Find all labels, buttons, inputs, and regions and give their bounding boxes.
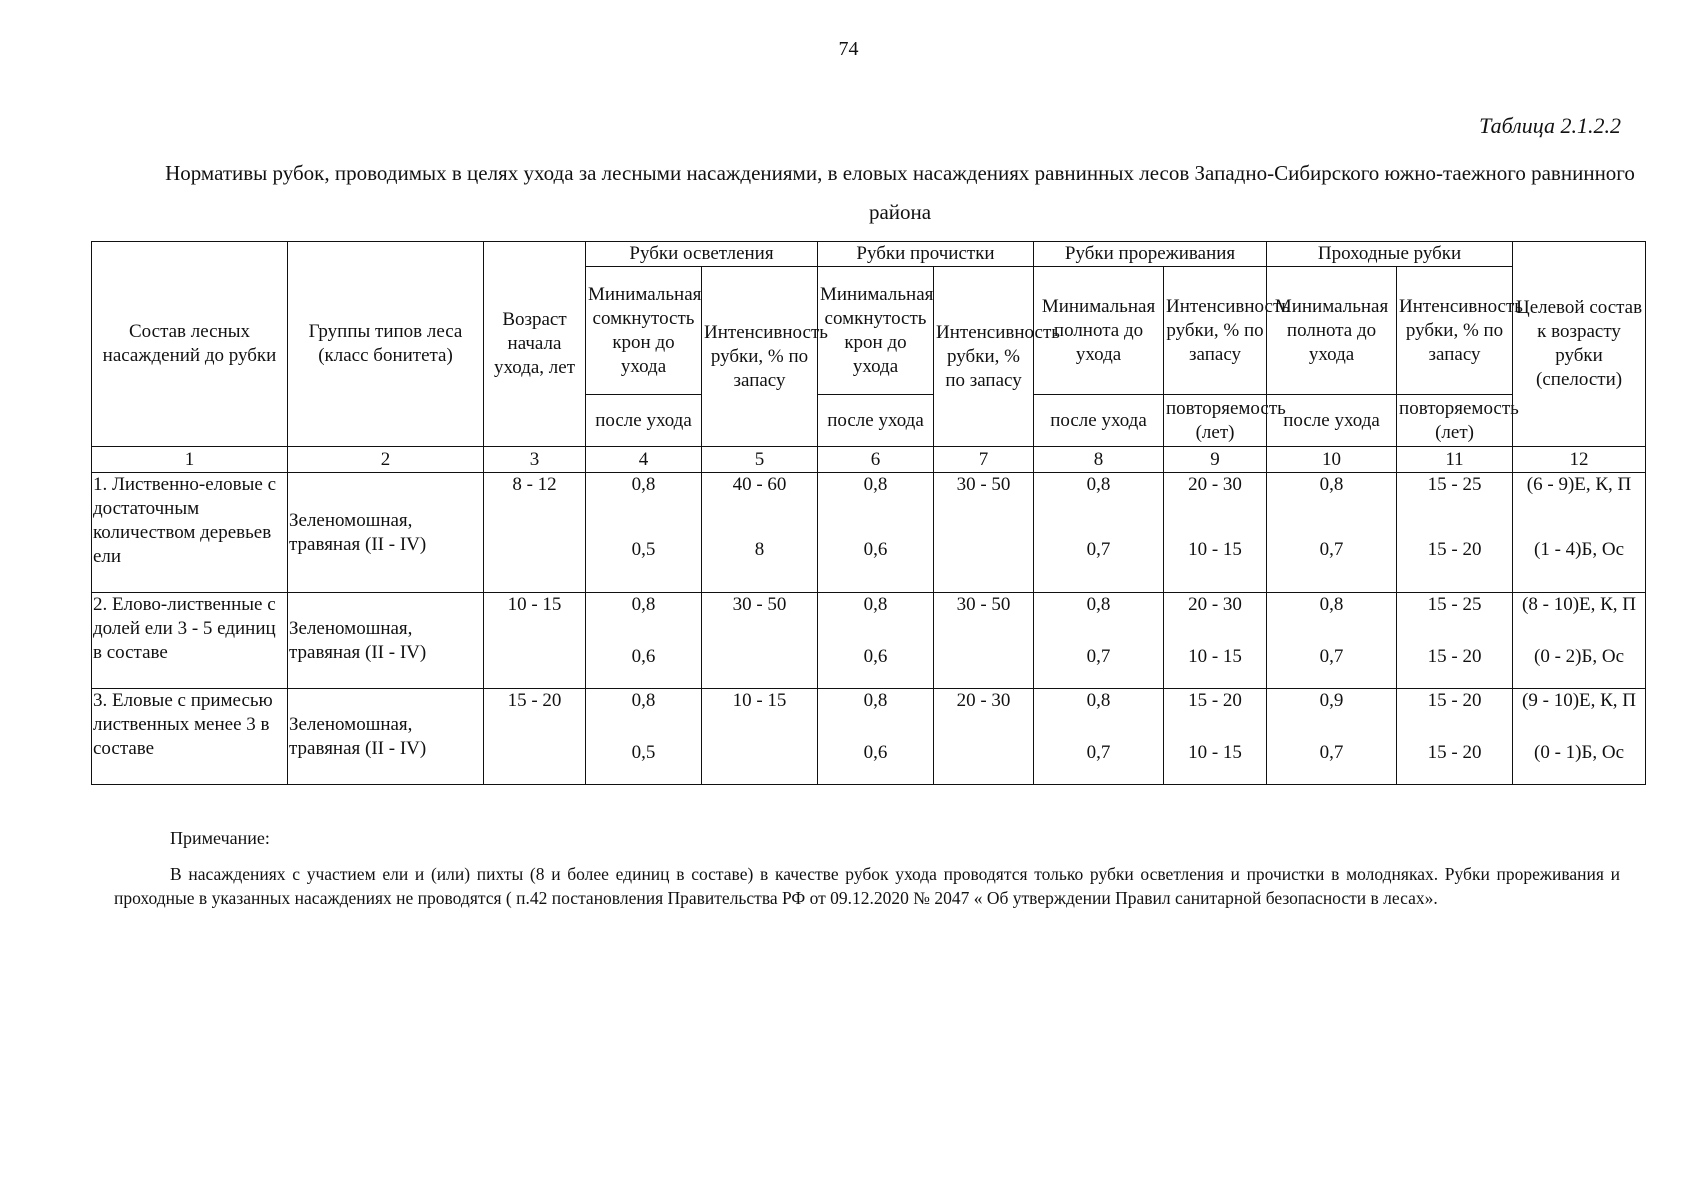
composition-cell: 3. Еловые с примесью лиственных менее 3 в составе [92, 689, 288, 785]
header-group-osvetlenie: Рубки осветления [586, 242, 818, 267]
value-top: 0,8 [863, 474, 888, 495]
value-cell [818, 689, 934, 785]
value-bottom: 15 - 20 [1427, 742, 1482, 763]
value-cell [1267, 689, 1397, 785]
value-bottom: 0,7 [1319, 539, 1344, 560]
note-text: В насаждениях с участием ели и (или) пихты (8 и более единиц в составе) в качестве рубок ухода проводятся только рубки осветления и прочистки в молодняках. Рубки прореживания и проходные в указанных насаждениях не проводятся ( п.42 постановления Правительства РФ от 09.12.2020 № 2047 « Об утверждении Правил санитарной безопасности в лесах». [114, 864, 1620, 908]
table-row [92, 593, 1646, 689]
value-top: 40 - 60 [732, 474, 787, 495]
header-intensity-osv: Интенсивность рубки, % по запасу [702, 267, 818, 447]
value-bottom: 15 - 20 [1427, 646, 1482, 667]
value-top: 0,9 [1319, 690, 1344, 711]
header-after-care-6: после ухода [818, 395, 934, 447]
value-top: 0,8 [631, 690, 656, 711]
header-group-prohodnye: Проходные рубки [1267, 242, 1513, 267]
start-age-cell: 15 - 20 [484, 689, 586, 785]
forest-type-cell: Зеленомошная, травяная (II - IV) [288, 689, 484, 785]
header-target-composition: Целевой состав к возрасту рубки (спелости) [1513, 242, 1646, 447]
col-number: 2 [288, 447, 484, 473]
header-repeat-11: повторяемость (лет) [1397, 395, 1513, 447]
value-top: 20 - 30 [1188, 474, 1242, 495]
value-cell [1397, 689, 1513, 785]
value-bottom: 0,7 [1086, 646, 1111, 667]
value-cell [934, 473, 1034, 593]
value-cell [586, 593, 702, 689]
table-row [92, 473, 1646, 593]
value-cell [934, 689, 1034, 785]
value-top: 30 - 50 [956, 474, 1011, 495]
value-bottom: (0 - 1)Б, Ос [1534, 742, 1625, 763]
value-cell [1397, 593, 1513, 689]
value-cell [934, 593, 1034, 689]
header-min-closure-osv: Минимальная сомкнутость крон до ухода [586, 267, 702, 395]
header-repeat-9: повторяемость (лет) [1164, 395, 1267, 447]
col-number: 7 [934, 447, 1034, 473]
value-cell [1267, 473, 1397, 593]
value-top: 30 - 50 [732, 594, 787, 615]
value-top: 20 - 30 [956, 690, 1011, 711]
header-min-density-prohod: Минимальная полнота до ухода [1267, 267, 1397, 395]
column-number-row [92, 447, 1646, 473]
header-after-care-8: после ухода [1034, 395, 1164, 447]
value-cell [1034, 593, 1164, 689]
table-title: Нормативы рубок, проводимых в целях ухода за лесными насаждениями, в еловых насаждениях равнинных лесов Западно-Сибирского южно-таежного равнинного района [165, 161, 1635, 224]
value-cell [586, 473, 702, 593]
value-bottom: 0,7 [1086, 742, 1111, 763]
header-after-care-10: после ухода [1267, 395, 1397, 447]
value-top: 15 - 20 [1427, 690, 1482, 711]
value-cell [1513, 593, 1646, 689]
value-top: 20 - 30 [1188, 594, 1242, 615]
value-bottom: 10 - 15 [1188, 742, 1242, 763]
value-top: 0,8 [1086, 474, 1111, 495]
value-bottom: 0,5 [631, 539, 656, 560]
value-top: 0,8 [863, 594, 888, 615]
col-number: 6 [818, 447, 934, 473]
value-top: 0,8 [631, 594, 656, 615]
norms-table [91, 241, 1646, 785]
value-cell [702, 473, 818, 593]
col-number: 3 [484, 447, 586, 473]
value-cell [818, 473, 934, 593]
table-label: Таблица 2.1.2.2 [1479, 113, 1621, 138]
header-min-density-prorej: Минимальная полнота до ухода [1034, 267, 1164, 395]
composition-cell: 1. Лиственно-еловые с достаточным количеством деревьев ели [92, 473, 288, 593]
header-intensity-prohod: Интенсивность рубки, % по запасу [1397, 267, 1513, 395]
start-age-cell: 10 - 15 [484, 593, 586, 689]
header-composition: Состав лесных насаждений до рубки [92, 242, 288, 447]
value-bottom: 0,6 [863, 646, 888, 667]
value-top: 15 - 25 [1427, 474, 1482, 495]
note-title: Примечание: [170, 828, 270, 848]
value-cell [818, 593, 934, 689]
start-age-cell: 8 - 12 [484, 473, 586, 593]
header-group-prorejivanie: Рубки прореживания [1034, 242, 1267, 267]
value-cell [1164, 473, 1267, 593]
value-top: 0,8 [1319, 474, 1344, 495]
col-number: 10 [1267, 447, 1397, 473]
col-number: 4 [586, 447, 702, 473]
value-cell [702, 593, 818, 689]
value-cell [1034, 689, 1164, 785]
header-min-closure-proch: Минимальная сомкнутость крон до ухода [818, 267, 934, 395]
col-number: 5 [702, 447, 818, 473]
value-bottom: 0,6 [631, 646, 656, 667]
value-top: 0,8 [1086, 594, 1111, 615]
value-top: 0,8 [631, 474, 656, 495]
value-cell [1267, 593, 1397, 689]
value-cell [1164, 689, 1267, 785]
col-number: 12 [1513, 447, 1646, 473]
value-bottom: 10 - 15 [1188, 646, 1242, 667]
value-bottom: 0,5 [631, 742, 656, 763]
header-intensity-prorej: Интенсивность рубки, % по запасу [1164, 267, 1267, 395]
value-bottom: 0,7 [1319, 646, 1344, 667]
col-number: 11 [1397, 447, 1513, 473]
forest-type-cell: Зеленомошная, травяная (II - IV) [288, 473, 484, 593]
value-cell [1397, 473, 1513, 593]
value-bottom: 0,7 [1086, 539, 1111, 560]
value-cell [1034, 473, 1164, 593]
value-top: 0,8 [1086, 690, 1111, 711]
value-top: 15 - 25 [1427, 594, 1482, 615]
value-bottom: 10 - 15 [1188, 539, 1242, 560]
value-top: 0,8 [1319, 594, 1344, 615]
col-number: 8 [1034, 447, 1164, 473]
value-bottom: (0 - 2)Б, Ос [1534, 646, 1625, 667]
col-number: 1 [92, 447, 288, 473]
value-bottom: (1 - 4)Б, Ос [1534, 539, 1625, 560]
value-top: 15 - 20 [1188, 690, 1242, 711]
value-bottom: 0,7 [1319, 742, 1344, 763]
header-start-age: Возраст начала ухода, лет [484, 242, 586, 447]
value-top: (6 - 9)Е, К, П [1526, 474, 1632, 495]
value-cell [586, 689, 702, 785]
page-number: 74 [838, 38, 859, 60]
value-bottom: 0,6 [863, 539, 888, 560]
header-forest-type: Группы типов леса (класс бонитета) [288, 242, 484, 447]
value-top: 10 - 15 [732, 690, 787, 711]
col-number: 9 [1164, 447, 1267, 473]
value-cell [1513, 473, 1646, 593]
value-bottom: 15 - 20 [1427, 539, 1482, 560]
composition-cell: 2. Елово-лиственные с долей ели 3 - 5 единиц в составе [92, 593, 288, 689]
value-top: (9 - 10)Е, К, П [1522, 690, 1637, 711]
value-cell [702, 689, 818, 785]
header-intensity-proch: Интенсивность рубки, % по запасу [934, 267, 1034, 447]
header-group-prochistka: Рубки прочистки [818, 242, 1034, 267]
forest-type-cell: Зеленомошная, травяная (II - IV) [288, 593, 484, 689]
header-after-care-4: после ухода [586, 395, 702, 447]
value-top: (8 - 10)Е, К, П [1522, 594, 1637, 615]
value-top: 0,8 [863, 690, 888, 711]
value-bottom: 8 [754, 539, 765, 560]
value-top: 30 - 50 [956, 594, 1011, 615]
value-bottom: 0,6 [863, 742, 888, 763]
value-cell [1513, 689, 1646, 785]
table-row [92, 689, 1646, 785]
value-cell [1164, 593, 1267, 689]
